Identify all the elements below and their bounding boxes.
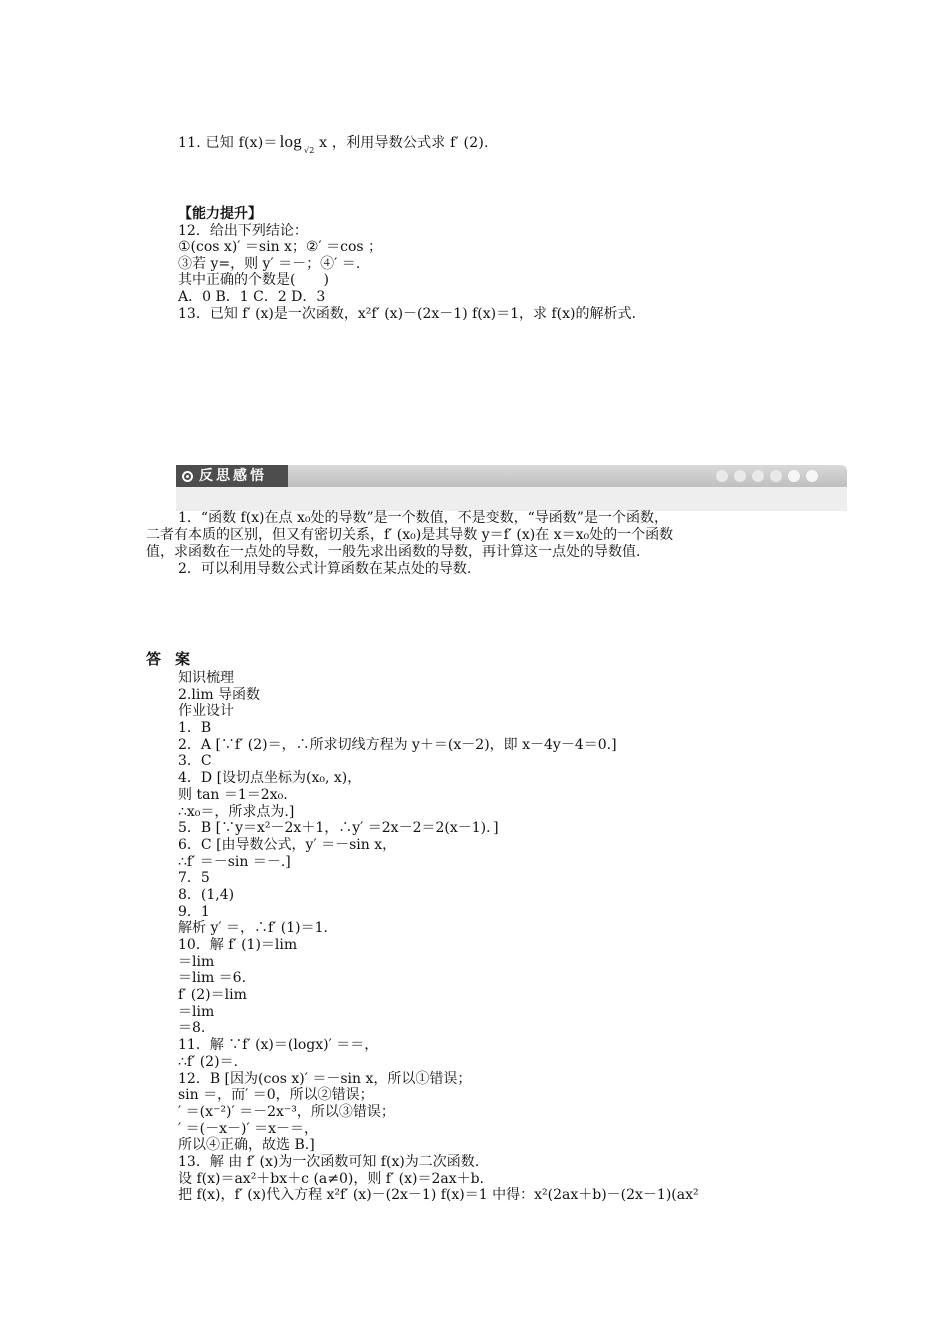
log-symbol: log <box>279 132 302 151</box>
answer-line: 作业设计 <box>178 703 234 720</box>
answer-line: 则 tan ＝1＝2x₀. <box>178 786 288 803</box>
decorative-dots <box>716 470 818 482</box>
answer-line: 9．1 <box>178 903 210 920</box>
answer-line: ＝lim <box>178 1003 215 1020</box>
answer-line: 10．解 f′ (1)＝lim <box>178 937 298 953</box>
ability-section <box>178 206 636 322</box>
answers-section <box>178 670 699 1204</box>
ability-line: 13．已知 f′ (x)是一次函数，x²f′ (x)－(2x－1) f(x)＝1，求 f(x)的解析式. <box>178 305 636 322</box>
answer-line: ∴x₀＝，所求点为.] <box>178 803 295 820</box>
answer-line: ′ ＝(x⁻²)′ ＝－2x⁻³，所以③错误； <box>178 1103 395 1120</box>
ability-line: ③若 y=，则 y′ ＝－；④′ ＝. <box>178 255 361 272</box>
problem-11-suffix: x ，利用导数公式求 f′ (2). <box>314 135 489 151</box>
target-circle-icon <box>182 471 193 482</box>
answer-line: sin ＝，而′ ＝0，所以②错误； <box>178 1087 374 1104</box>
answer-line: 3．C <box>178 753 212 770</box>
reflection-line: 值，求函数在一点处的导数，一般先求出函数的导数，再计算这一点处的导数值. <box>146 544 641 560</box>
log-base: √2 <box>303 146 315 155</box>
reflection-tab <box>176 465 288 487</box>
ability-line: A．0 B．1 C．2 D．3 <box>178 288 326 305</box>
dot-icon <box>788 470 800 482</box>
dot-icon <box>770 470 782 482</box>
reflection-line: 二者有本质的区别，但又有密切关系，f′ (x₀)是其导数 y＝f′ (x)在 x＝x₀处的一个函数 <box>146 527 674 543</box>
answer-line: 5．B [∵y＝x²－2x＋1，∴y′ ＝2x－2＝2(x－1)．] <box>178 820 499 837</box>
answer-line: 解析 y′ ＝，∴f′ (1)＝1. <box>178 920 328 937</box>
answer-line: ∴f′ (2)＝. <box>178 1053 238 1070</box>
dot-icon <box>716 470 728 482</box>
answer-line: ′ ＝(－x－)′ ＝x－＝， <box>178 1120 318 1137</box>
reflection-title: 反思感悟 <box>199 468 267 484</box>
answer-line: ＝8. <box>178 1020 206 1037</box>
answer-line: 8．(1,4) <box>178 886 235 903</box>
answer-line: ＝lim ＝6. <box>178 970 247 987</box>
problem-11-prefix: 11. 已知 f(x)＝ <box>178 135 278 151</box>
answers-title: 答案 <box>146 650 205 668</box>
answer-line: 4．D [设切点坐标为(x₀, x)， <box>178 770 362 787</box>
dot-icon <box>734 470 746 482</box>
dot-icon <box>806 470 818 482</box>
ability-line: ①(cos x)′ ＝sin x；②′ ＝cos ； <box>178 239 383 256</box>
answer-line: 2.lim 导函数 <box>178 686 261 703</box>
problem-11 <box>178 134 489 159</box>
answer-line: ∴f′ ＝－sin ＝－.] <box>178 853 291 870</box>
answer-line: 7．5 <box>178 870 210 887</box>
reflection-line: 2．可以利用导数公式计算函数在某点处的导数. <box>178 561 472 577</box>
answer-line: 12．B [因为(cos x)′ ＝－sin x，所以①错误； <box>178 1070 472 1087</box>
reflection-panel <box>176 487 847 511</box>
ability-line: 12．给出下列结论： <box>178 222 308 239</box>
dot-icon <box>752 470 764 482</box>
answer-line: 知识梳理 <box>178 670 234 686</box>
answer-line: 13．解 由 f′ (x)为一次函数可知 f(x)为二次函数. <box>178 1153 480 1170</box>
answer-line: 11．解 ∵f′ (x)＝(logx)′ ＝＝， <box>178 1037 379 1054</box>
answer-line: 1．B <box>178 720 212 737</box>
answer-line: 所以④正确，故选 B.] <box>178 1137 315 1154</box>
answer-line: ＝lim <box>178 953 215 970</box>
answer-line: 设 f(x)＝ax²＋bx＋c (a≠0)，则 f′ (x)＝2ax＋b. <box>178 1170 485 1187</box>
ability-line: 其中正确的个数是( ) <box>178 272 329 289</box>
answer-line: f′ (2)＝lim <box>178 987 247 1004</box>
ability-heading: 【能力提升】 <box>178 206 262 222</box>
reflection-line: 1．“函数 f(x)在点 x₀处的导数”是一个数值，不是变数，“导函数”是一个函数， <box>178 510 668 526</box>
answer-line: 2．A [∵f′ (2)＝，∴所求切线方程为 y＋＝(x－2)，即 x－4y－4＝0.] <box>178 736 617 753</box>
answer-line: 把 f(x)，f′ (x)代入方程 x²f′ (x)－(2x－1) f(x)＝1 中得：x²(2ax＋b)－(2x－1)(ax² <box>178 1187 699 1204</box>
answer-line: 6．C [由导数公式，y′ ＝－sin x， <box>178 836 397 853</box>
